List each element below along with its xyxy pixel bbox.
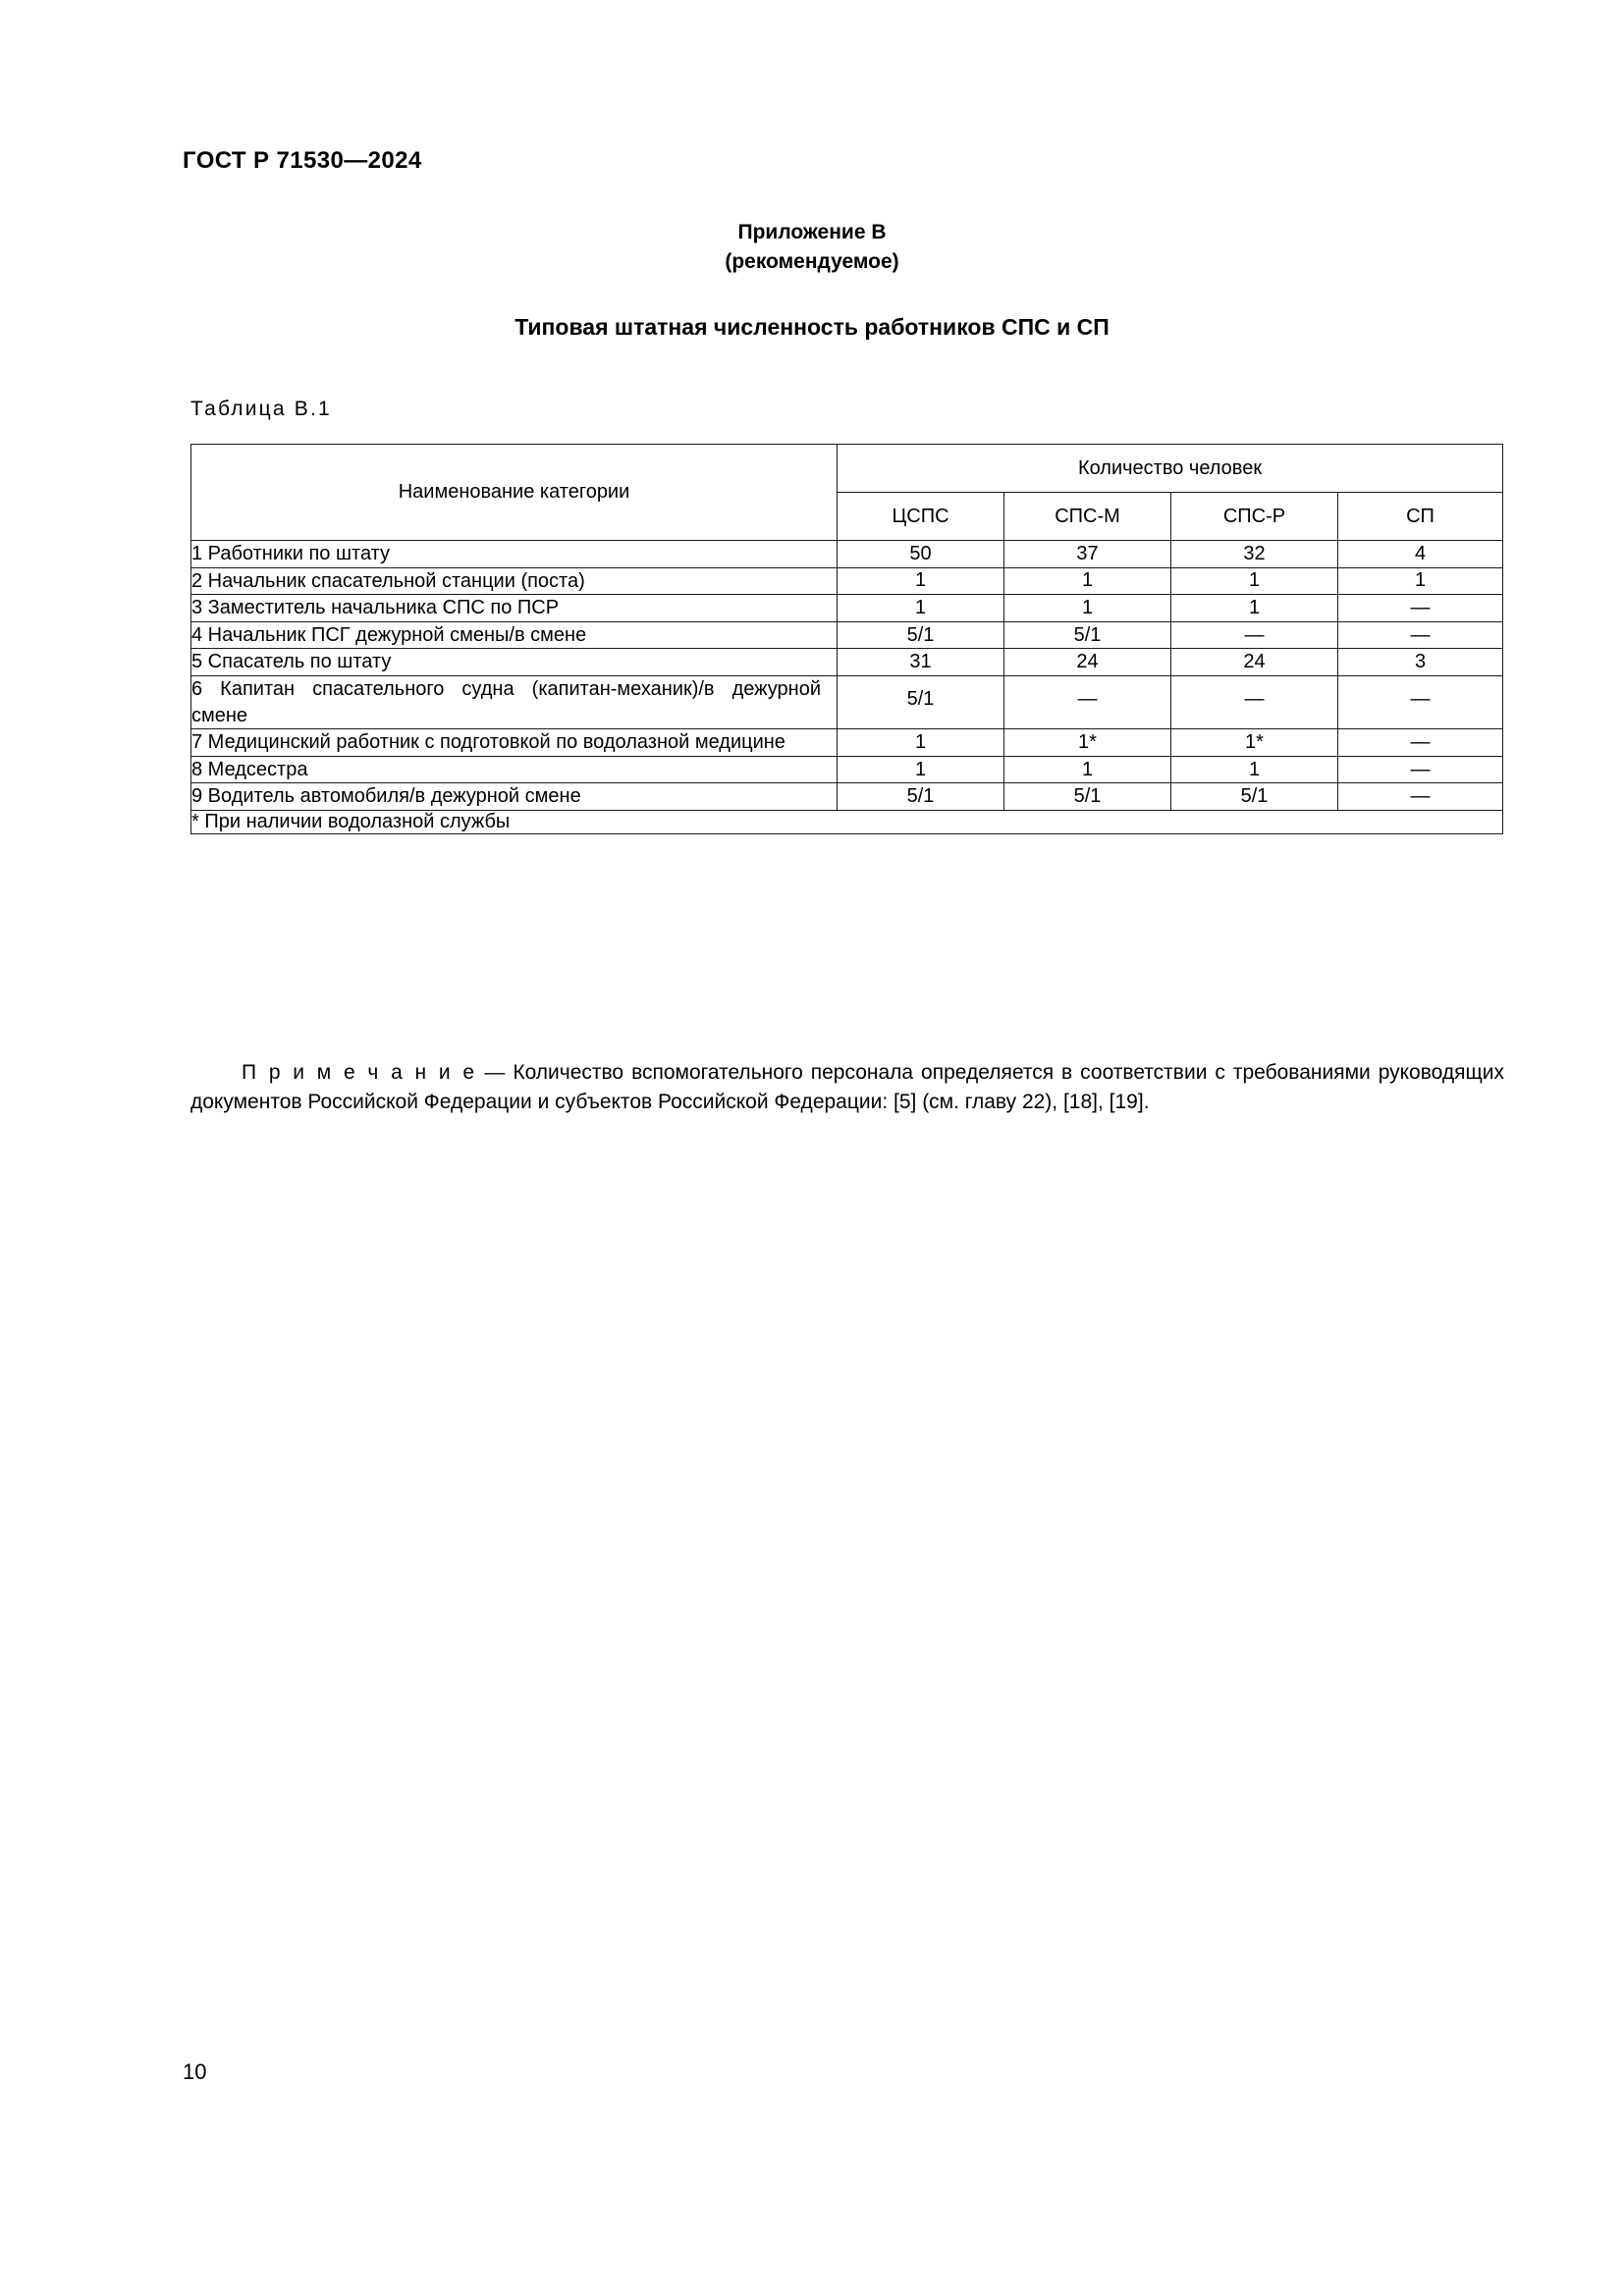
cell-sps-m: 37	[1004, 541, 1171, 568]
cell-sps-m: 1	[1004, 567, 1171, 595]
row-label: 6 Капитан спасательного судна (капитан-механик)/в дежурной смене	[191, 675, 838, 728]
cell-sp: —	[1338, 756, 1503, 783]
cell-sps-r: 1	[1171, 567, 1338, 595]
note-block	[190, 1058, 1504, 1117]
table-row	[191, 541, 1503, 568]
column-header-csps: ЦСПС	[838, 493, 1004, 541]
cell-sp: 1	[1338, 567, 1503, 595]
column-header-quantity: Количество человек	[838, 445, 1503, 493]
note-label: П р и м е ч а н и е	[242, 1061, 477, 1084]
cell-sp: —	[1338, 675, 1503, 728]
column-header-sps-r: СПС-Р	[1171, 493, 1338, 541]
cell-csps: 1	[838, 729, 1004, 757]
staffing-table	[190, 444, 1503, 834]
cell-sps-m: 5/1	[1004, 621, 1171, 649]
row-label: 7 Медицинский работник с подготовкой по водолазной медицине	[191, 729, 838, 757]
cell-sps-r: 32	[1171, 541, 1338, 568]
table-footnote-row	[191, 810, 1503, 833]
appendix-label: Приложение В	[737, 221, 887, 243]
cell-sps-r: 24	[1171, 649, 1338, 676]
cell-sp: 4	[1338, 541, 1503, 568]
table-footnote: * При наличии водолазной службы	[191, 810, 1503, 833]
appendix-kind: (рекомендуемое)	[725, 250, 899, 274]
table-caption: Таблица В.1	[190, 398, 332, 420]
page-number: 10	[183, 2059, 207, 2084]
cell-sp: —	[1338, 595, 1503, 622]
cell-sps-m: 1*	[1004, 729, 1171, 757]
table-row	[191, 567, 1503, 595]
row-label: 4 Начальник ПСГ дежурной смены/в смене	[191, 621, 838, 649]
row-label: 5 Спасатель по штату	[191, 649, 838, 676]
column-header-category: Наименование категории	[191, 445, 838, 541]
table-row	[191, 595, 1503, 622]
cell-csps: 5/1	[838, 621, 1004, 649]
table-row	[191, 729, 1503, 757]
cell-sps-r: 1	[1171, 595, 1338, 622]
cell-sps-m: 1	[1004, 595, 1171, 622]
cell-sps-m: —	[1004, 675, 1171, 728]
table-row	[191, 756, 1503, 783]
row-label: 8 Медсестра	[191, 756, 838, 783]
row-label: 3 Заместитель начальника СПС по ПСР	[191, 595, 838, 622]
appendix-title: Типовая штатная численность работников СПС и СП	[514, 314, 1110, 340]
cell-sps-r: —	[1171, 621, 1338, 649]
cell-csps: 31	[838, 649, 1004, 676]
column-header-sps-m: СПС-М	[1004, 493, 1171, 541]
cell-sps-r: 1	[1171, 756, 1338, 783]
page-header: ГОСТ Р 71530—2024	[183, 147, 422, 174]
table-row	[191, 783, 1503, 811]
cell-csps: 1	[838, 567, 1004, 595]
note-text: — Количество вспомогательного персонала определяется в соответствии с требованиями руководящих документов Российской Федерации и субъектов Российской Федерации: [5] (см. главу 22), [18], [19].	[190, 1061, 1505, 1113]
table-header-row-1	[191, 445, 1503, 493]
cell-csps: 5/1	[838, 675, 1004, 728]
cell-sp: —	[1338, 621, 1503, 649]
appendix-heading	[0, 218, 1624, 278]
cell-sp: —	[1338, 729, 1503, 757]
cell-sps-r: 5/1	[1171, 783, 1338, 811]
table-row	[191, 675, 1503, 728]
cell-sps-m: 1	[1004, 756, 1171, 783]
row-label: 9 Водитель автомобиля/в дежурной смене	[191, 783, 838, 811]
cell-sps-m: 24	[1004, 649, 1171, 676]
row-label: 1 Работники по штату	[191, 541, 838, 568]
cell-sp: —	[1338, 783, 1503, 811]
column-header-sp: СП	[1338, 493, 1503, 541]
staffing-table-wrapper	[190, 444, 1502, 834]
cell-csps: 1	[838, 756, 1004, 783]
cell-sp: 3	[1338, 649, 1503, 676]
cell-sps-m: 5/1	[1004, 783, 1171, 811]
cell-csps: 1	[838, 595, 1004, 622]
cell-sps-r: 1*	[1171, 729, 1338, 757]
table-row	[191, 649, 1503, 676]
row-label: 2 Начальник спасательной станции (поста)	[191, 567, 838, 595]
cell-csps: 5/1	[838, 783, 1004, 811]
cell-sps-r: —	[1171, 675, 1338, 728]
cell-csps: 50	[838, 541, 1004, 568]
table-row	[191, 621, 1503, 649]
